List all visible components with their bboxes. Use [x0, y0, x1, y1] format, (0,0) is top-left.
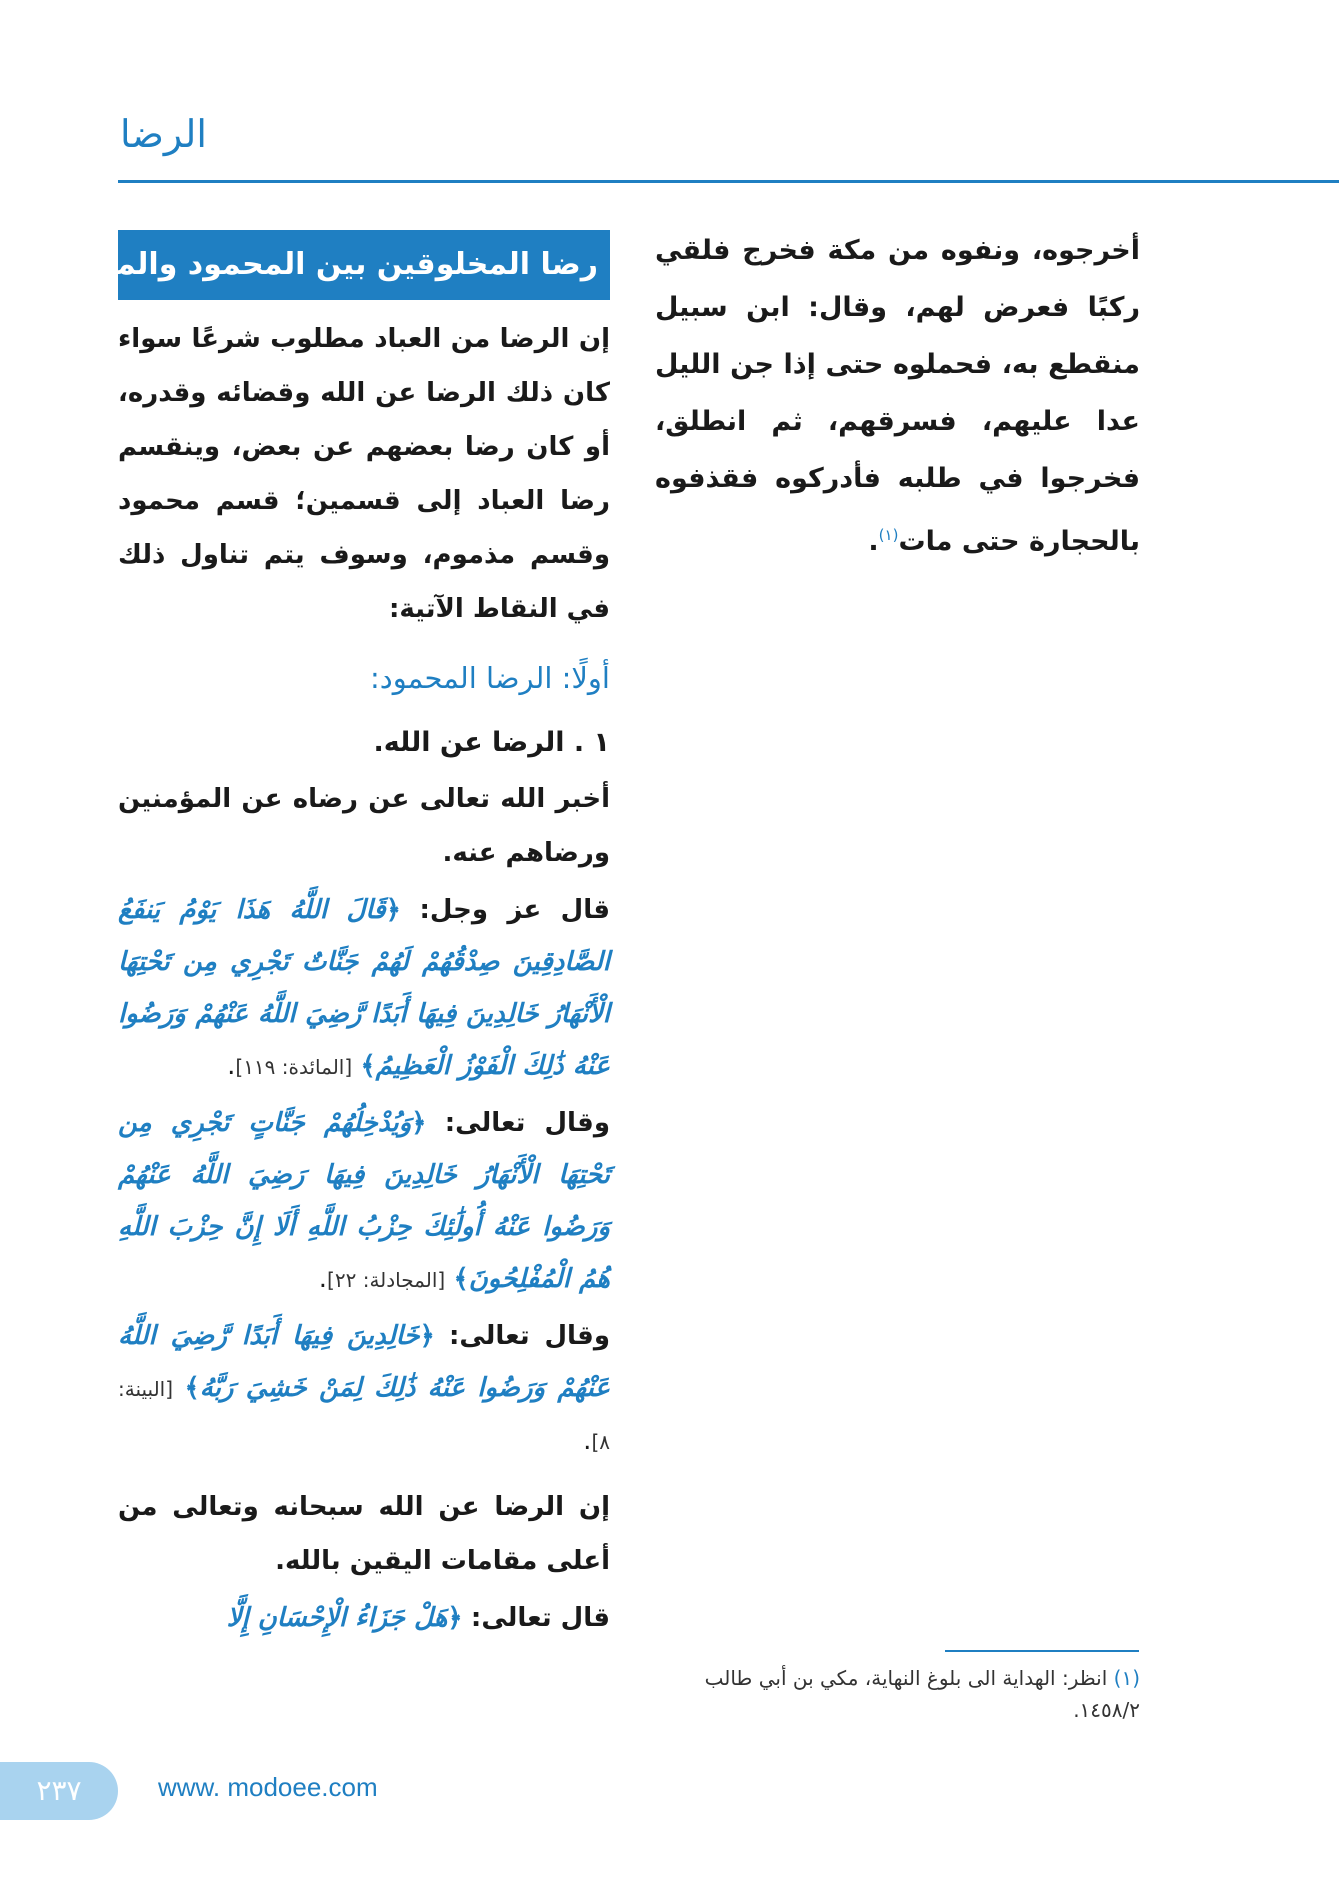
verse-lead: وقال تعالى: [448, 1321, 610, 1351]
verse-end: . [318, 1264, 328, 1294]
verse-close-bracket: ﴾ [184, 1373, 200, 1403]
left-column [40, 230, 611, 1644]
footnote-rule [945, 1650, 1139, 1652]
closing-paragraph: إن الرضا عن الله سبحانه وتعالى من أعلى مقامات اليقين بالله. [118, 1492, 610, 1576]
numbered-item: ١ . الرضا عن الله. [373, 727, 610, 758]
item-paragraph: أخبر الله تعالى عن رضاه عن المؤمنين ورضاهم عنه. [118, 784, 610, 868]
footnote-number: (١) [1113, 1666, 1140, 1690]
intro-paragraph: إن الرضا من العباد مطلوب شرعًا سواء كان ذلك الرضا عن الله وقضائه وقدره، أو كان رضا بعضهم عن بعض، وينقسم رضا العباد إلى قسمين؛ قسم محمود وقسم مذموم، وسوف يتم تناول ذلك في النقاط الآتية: [118, 324, 610, 624]
paragraph-end: . [868, 526, 879, 557]
verse-end: . [227, 1051, 236, 1081]
verse-lead: قال تعالى: [470, 1603, 610, 1633]
header-rule [118, 180, 1339, 183]
section-title: رضا المخلوقين بين المحمود والمذموم [118, 230, 610, 300]
verse-open-bracket: ﴿ [419, 1321, 435, 1351]
footnote-text: انظر: الهداية الى بلوغ النهاية، مكي بن أبي طالب ١٤٥٨/٢. [704, 1666, 1140, 1722]
right-column [655, 222, 1140, 570]
quran-verse: هَلْ جَزَاءُ الْإِحْسَانِ إِلَّا [226, 1603, 448, 1633]
verse-lead: قال عز وجل: [419, 895, 611, 925]
website-link[interactable]: www. modoee.com [158, 1772, 378, 1802]
verse-end: . [583, 1426, 592, 1456]
continued-paragraph: أخرجوه، ونفوه من مكة فخرج فلقي ركبًا فعرض لهم، وقال: ابن سبيل منقطع به، فحملوه حتى إذا جن الليل عدا عليهم، فسرقهم، ثم انطلق، فخرجوا في طلبه فأدركوه فقذفوه بالحجارة حتى مات [655, 235, 1140, 557]
quran-verse: وَيُدْخِلُهُمْ جَنَّاتٍ تَجْرِي مِن تَحْتِهَا الْأَنْهَارُ خَالِدِينَ فِيهَا رَضِيَ اللَّهُ عَنْهُمْ وَرَضُوا عَنْهُ أُولَٰئِكَ حِزْبُ اللَّهِ أَلَا إِنَّ حِزْبَ اللَّهِ هُمُ الْمُفْلِحُونَ [118, 1108, 610, 1294]
subheading: أولًا: الرضا المحمود: [370, 661, 610, 695]
footnote-marker[interactable]: (١) [878, 526, 899, 544]
verse-close-bracket: ﴾ [360, 1051, 376, 1081]
verse-block-2 [118, 1097, 610, 1306]
quran-verse: خَالِدِينَ فِيهَا أَبَدًا رَّضِيَ اللَّهُ عَنْهُمْ وَرَضُوا عَنْهُ ذَٰلِكَ لِمَنْ خَشِيَ رَبَّهُ [118, 1321, 610, 1403]
page-number: ٢٣٧ [0, 1762, 118, 1820]
footnote [655, 1662, 1140, 1726]
verse-lead: وقال تعالى: [444, 1108, 610, 1138]
verse-reference: [البينة: ٨] [118, 1377, 610, 1454]
verse-block-4 [118, 1592, 610, 1644]
verse-open-bracket: ﴿ [447, 1603, 463, 1633]
verse-open-bracket: ﴿ [411, 1108, 427, 1138]
verse-reference: [المائدة: ١١٩] [235, 1055, 353, 1079]
verse-close-bracket: ﴾ [453, 1264, 469, 1294]
verse-reference: [المجادلة: ٢٢] [327, 1268, 446, 1292]
verse-block-3 [118, 1310, 610, 1468]
verse-block-1 [118, 884, 610, 1093]
verse-open-bracket: ﴿ [385, 895, 401, 925]
running-header-title: الرضا [120, 112, 207, 156]
quran-verse: قَالَ اللَّهُ هَذَا يَوْمُ يَنفَعُ الصَّادِقِينَ صِدْقُهُمْ لَهُمْ جَنَّاتٌ تَجْرِي مِن تَحْتِهَا الْأَنْهَارُ خَالِدِينَ فِيهَا أَبَدًا رَّضِيَ اللَّهُ عَنْهُمْ وَرَضُوا عَنْهُ ذَٰلِكَ الْفَوْزُ الْعَظِيمُ [118, 895, 610, 1081]
